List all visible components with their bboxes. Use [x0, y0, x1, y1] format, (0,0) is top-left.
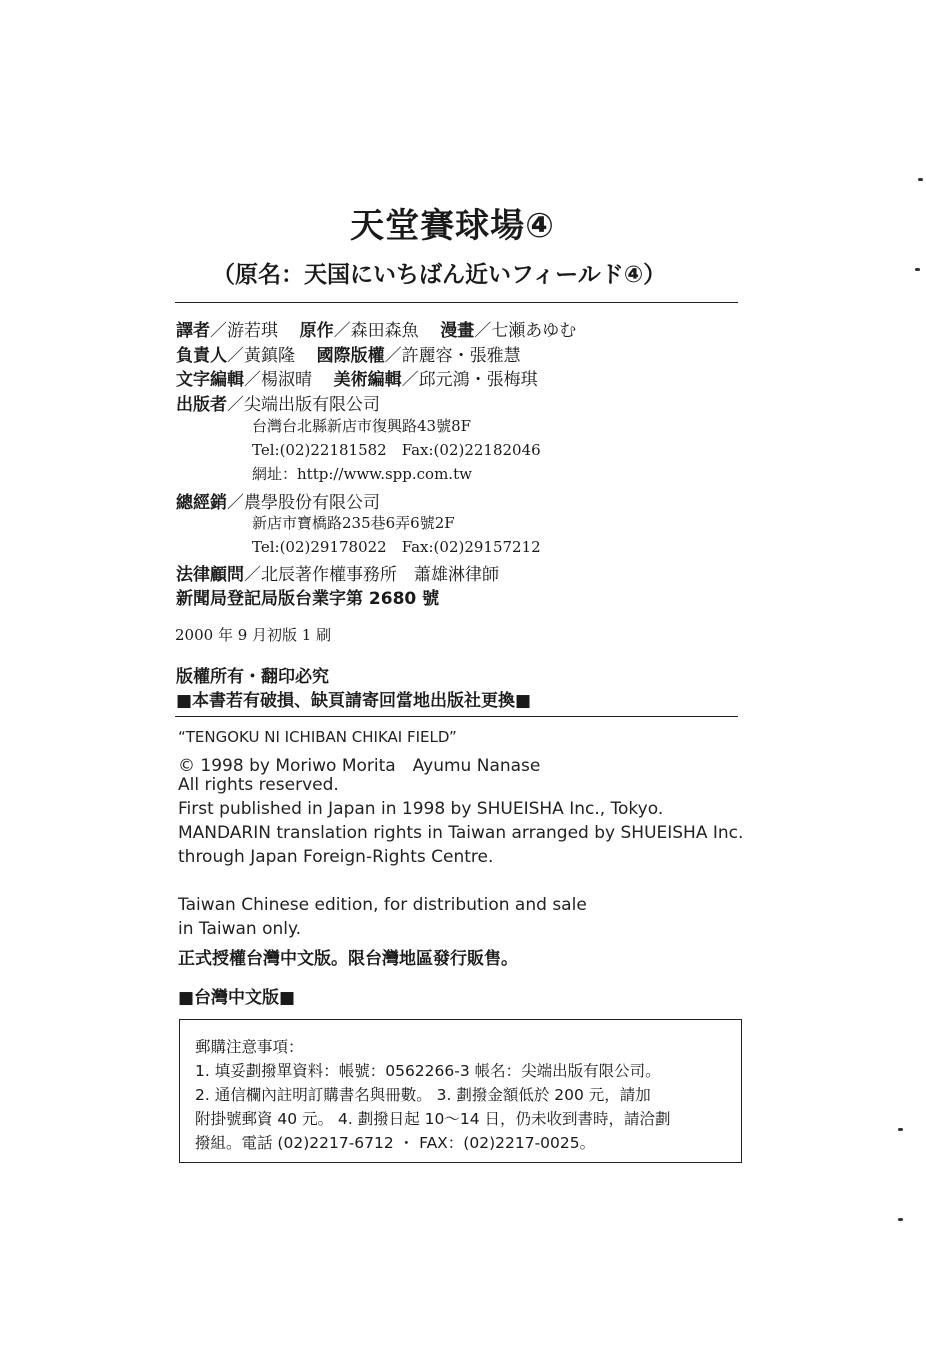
registration-number: 新聞局登記局版台業字第 2680 號 [176, 589, 440, 609]
publisher-tel-fax: Tel:(02)22181582 Fax:(02)22182046 [252, 441, 541, 459]
credit-line-2 [176, 341, 521, 366]
english-through: through Japan Foreign-Rights Centre. [178, 847, 494, 867]
mail-order-item-2: 2. 通信欄內註明訂購書名與冊數。 3. 劃撥金額低於 200 元，請加 [195, 1086, 651, 1104]
original-title: （原名：天国にいちばん近いフィールド④） [212, 262, 667, 288]
publisher-website: 網址：http://www.spp.com.tw [252, 465, 472, 483]
translator-value: ／游若琪 [210, 321, 278, 341]
publisher-value: ／尖端出版有限公司 [227, 395, 380, 415]
distributor-label: 總經銷 [176, 493, 227, 513]
manga-label: 漫畫 [440, 321, 475, 341]
responsible-value: ／黃鎮隆 [227, 346, 295, 366]
art-editor-label: 美術編輯 [333, 370, 402, 390]
scan-speck [898, 1128, 903, 1131]
english-translation-rights: MANDARIN translation rights in Taiwan arranged by SHUEISHA Inc. [178, 823, 744, 843]
translator-label: 譯者 [176, 321, 210, 341]
scan-speck [898, 1218, 903, 1221]
responsible-label: 負責人 [176, 346, 227, 366]
english-original-title: “TENGOKU NI ICHIBAN CHIKAI FIELD” [178, 728, 457, 746]
legal-line [176, 560, 499, 585]
mail-order-item-1: 1. 填妥劃撥單資料：帳號：0562266-3 帳名：尖端出版有限公司。 [195, 1062, 661, 1080]
distributor-tel-fax: Tel:(02)29178022 Fax:(02)29157212 [252, 538, 541, 556]
english-rights: All rights reserved. [178, 775, 339, 795]
middle-divider [175, 716, 738, 717]
rights-reserved-zh: 版權所有・翻印必究 [176, 667, 329, 687]
edition-date: 2000 年 9 月初版 1 刷 [175, 626, 332, 644]
intl-rights-label: 國際版權 [316, 346, 385, 366]
english-copyright: © 1998 by Moriwo Morita Ayumu Nanase [178, 756, 541, 776]
publisher-address: 台灣台北縣新店市復興路43號8F [252, 417, 472, 435]
publisher-line [176, 390, 380, 415]
english-taiwan-only: in Taiwan only. [178, 919, 302, 939]
art-editor-value: ／邱元鴻・張梅琪 [401, 370, 538, 390]
scan-speck [918, 178, 923, 181]
original-value: ／森田森魚 [333, 321, 419, 341]
english-distribution: Taiwan Chinese edition, for distribution and sale [178, 895, 587, 915]
mail-order-item-3: 附掛號郵資 40 元。 4. 劃撥日起 10～14 日，仍未收到書時，請洽劃 [195, 1110, 671, 1128]
credit-line-1 [176, 316, 576, 341]
distributor-value: ／農學股份有限公司 [227, 493, 380, 513]
distributor-address: 新店市寶橋路235巷6弄6號2F [252, 514, 455, 532]
taiwan-edition-label: ■台灣中文版■ [178, 988, 296, 1008]
publisher-label: 出版者 [176, 395, 227, 415]
scan-speck [915, 268, 920, 271]
original-label: 原作 [299, 321, 334, 341]
text-editor-value: ／楊淑晴 [244, 370, 312, 390]
authorized-edition-zh: 正式授權台灣中文版。限台灣地區發行販售。 [178, 949, 518, 969]
mail-order-item-4: 撥組。電話 (02)2217-6712 ・ FAX：(02)2217-0025。 [195, 1134, 596, 1152]
damage-notice: ■本書若有破損、缺頁請寄回當地出版社更換■ [176, 691, 532, 711]
intl-rights-value: ／許麗容・張雅慧 [384, 346, 521, 366]
legal-label: 法律顧問 [176, 565, 244, 585]
text-editor-label: 文字編輯 [176, 370, 244, 390]
mail-order-heading: 郵購注意事項： [195, 1038, 304, 1056]
top-divider [175, 302, 738, 303]
mail-order-notice-box [179, 1019, 742, 1163]
book-title: 天堂賽球場④ [350, 206, 555, 246]
manga-value: ／七瀬あゆむ [474, 321, 577, 341]
credit-line-3 [176, 365, 538, 390]
english-first-published: First published in Japan in 1998 by SHUEISHA Inc., Tokyo. [178, 799, 664, 819]
legal-value: ／北辰著作權事務所 蕭雄淋律師 [244, 565, 499, 585]
distributor-line [176, 488, 380, 513]
